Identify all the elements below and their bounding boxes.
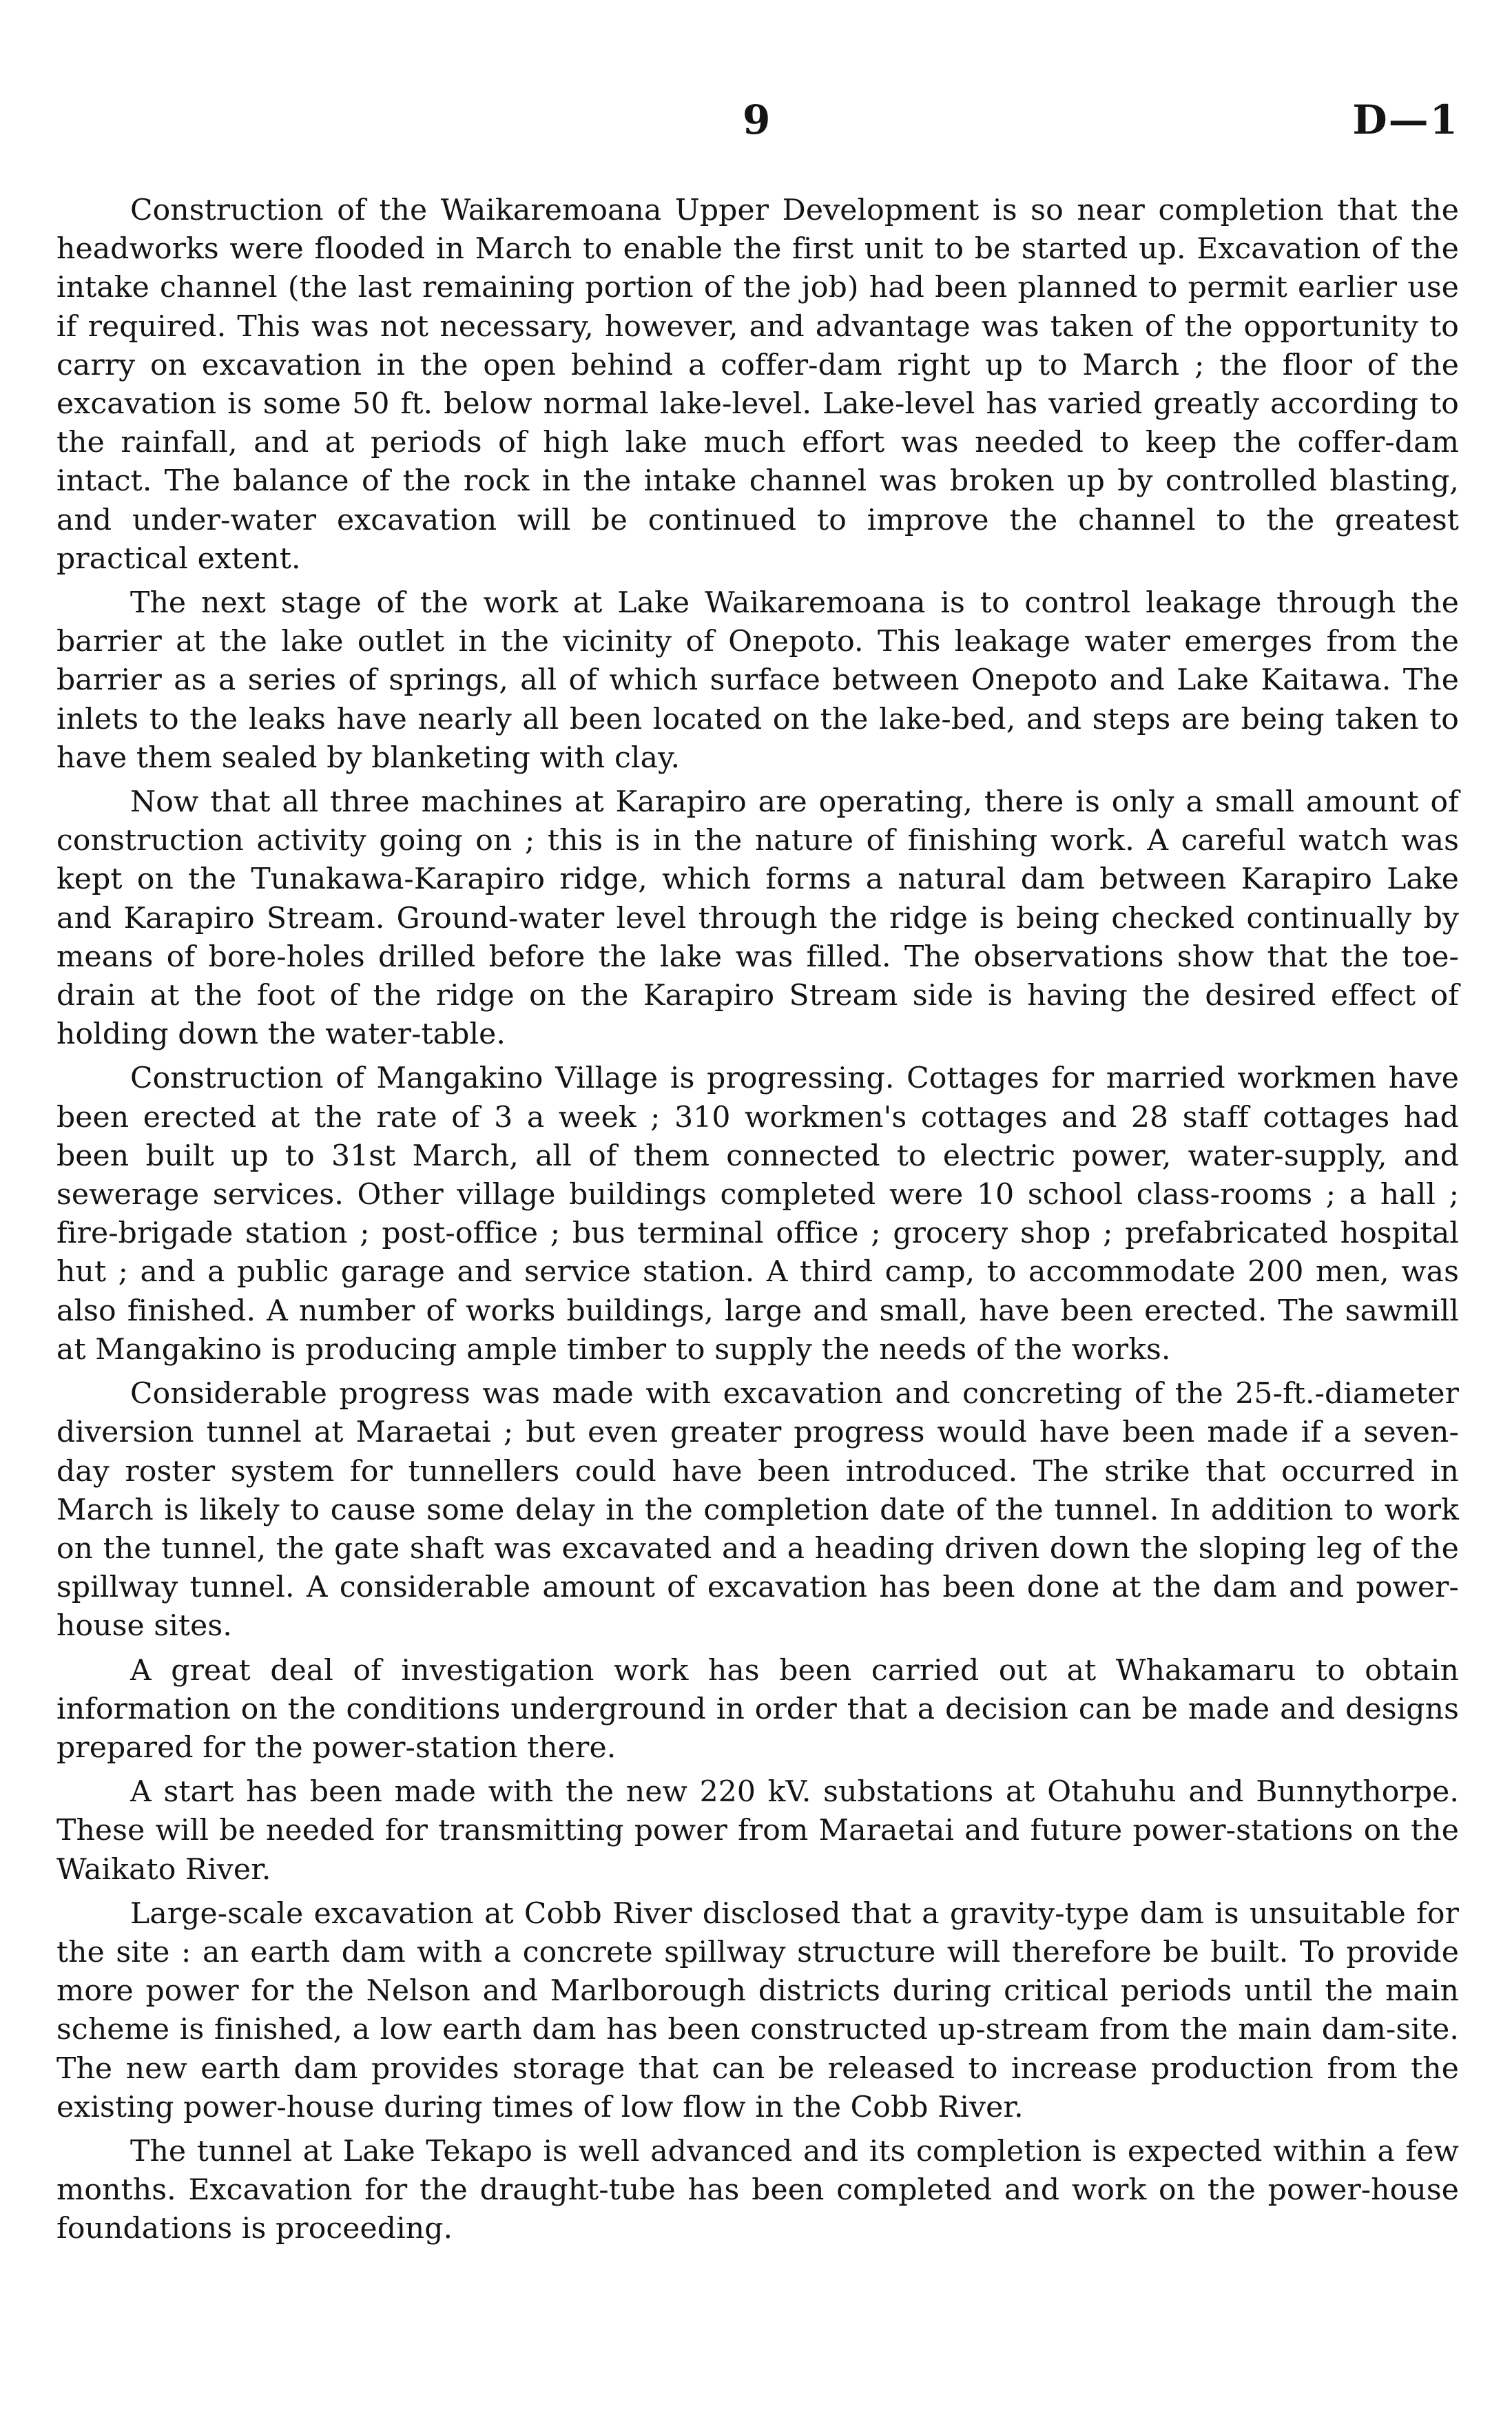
paragraph-waikaremoana-leakage: The next stage of the work at Lake Waikaremoana is to control leakage through the barrier at the lake outlet in the vicinity of Onepoto. This leakage water emerges from the barrier as a series of springs, all of which surface between Onepoto and Lake Kaitawa. The inlets to the leaks have nearly all been located on the lake-bed, and steps are being taken to have them sealed by blanketing with clay. [56, 586, 1459, 775]
page-number: 9 [743, 96, 771, 143]
paragraph-whakamaru: A great deal of investigation work has been carried out at Whakamaru to obtain information on the conditions underground in order that a decision can be made and designs prepared for the power-station there. [56, 1653, 1459, 1765]
body-text [56, 191, 1459, 2255]
document-reference: D—1 [1352, 96, 1459, 143]
paragraph-mangakino-village: Construction of Mangakino Village is progressing. Cottages for married workmen have been erected at the rate of 3 a week ; 310 workmen's cottages and 28 staff cottages had been built up to 31st March, all of them connected to electric power, water-supply, and sewerage services. Other village buildings completed were 10 school class-rooms ; a hall ; fire-brigade station ; post-office ; bus terminal office ; grocery shop ; prefabricated hospital hut ; and a public garage and service station. A third camp, to accommodate 200 men, was also finished. A number of works buildings, large and small, have been erected. The sawmill at Mangakino is producing ample timber to supply the needs of the works. [56, 1061, 1459, 1367]
paragraph-waikaremoana-upper-development: Construction of the Waikaremoana Upper Development is so near completion that the headworks were flooded in March to enable the first unit to be started up. Excavation of the intake channel (the last remaining portion of the job) had been planned to permit earlier use if required. This was not necessary, however, and advantage was taken of the opportunity to carry on excavation in the open behind a coffer-dam right up to March ; the floor of the excavation is some 50 ft. below normal lake-level. Lake-level has varied greatly according to the rainfall, and at periods of high lake much effort was needed to keep the coffer-dam intact. The balance of the rock in the intake channel was broken up by controlled blasting, and under-water excavation will be continued to improve the channel to the greatest practical extent. [56, 194, 1459, 576]
paragraph-lake-tekapo: The tunnel at Lake Tekapo is well advanced and its completion is expected within a few months. Excavation for the draught-tube has been completed and work on the power-house foundations is proceeding. [56, 2134, 1459, 2246]
paragraph-maraetai-tunnel: Considerable progress was made with excavation and concreting of the 25-ft.-diameter diversion tunnel at Maraetai ; but even greater progress would have been made if a seven-day roster system for tunnellers could have been introduced. The strike that occurred in March is likely to cause some delay in the completion date of the tunnel. In addition to work on the tunnel, the gate shaft was excavated and a heading driven down the sloping leg of the spillway tunnel. A considerable amount of excavation has been done at the dam and power-house sites. [56, 1377, 1459, 1644]
paragraph-substations: A start has been made with the new 220 kV. substations at Otahuhu and Bunnythorpe. These will be needed for transmitting power from Maraetai and future power-stations on the Waikato River. [56, 1775, 1459, 1887]
paragraph-karapiro: Now that all three machines at Karapiro are operating, there is only a small amount of construction activity going on ; this is in the nature of finishing work. A careful watch was kept on the Tunakawa-Karapiro ridge, which forms a natural dam between Karapiro Lake and Karapiro Stream. Ground-water level through the ridge is being checked continually by means of bore-holes drilled before the lake was filled. The observations show that the toe-drain at the foot of the ridge on the Karapiro Stream side is having the desired effect of holding down the water-table. [56, 785, 1459, 1052]
paragraph-cobb-river: Large-scale excavation at Cobb River disclosed that a gravity-type dam is unsuitable for the site : an earth dam with a concrete spillway structure will therefore be built. To provide more power for the Nelson and Marlborough districts during critical periods until the main scheme is finished, a low earth dam has been constructed up-stream from the main dam-site. The new earth dam provides storage that can be released to increase production from the existing power-house during times of low flow in the Cobb River. [56, 1896, 1459, 2124]
